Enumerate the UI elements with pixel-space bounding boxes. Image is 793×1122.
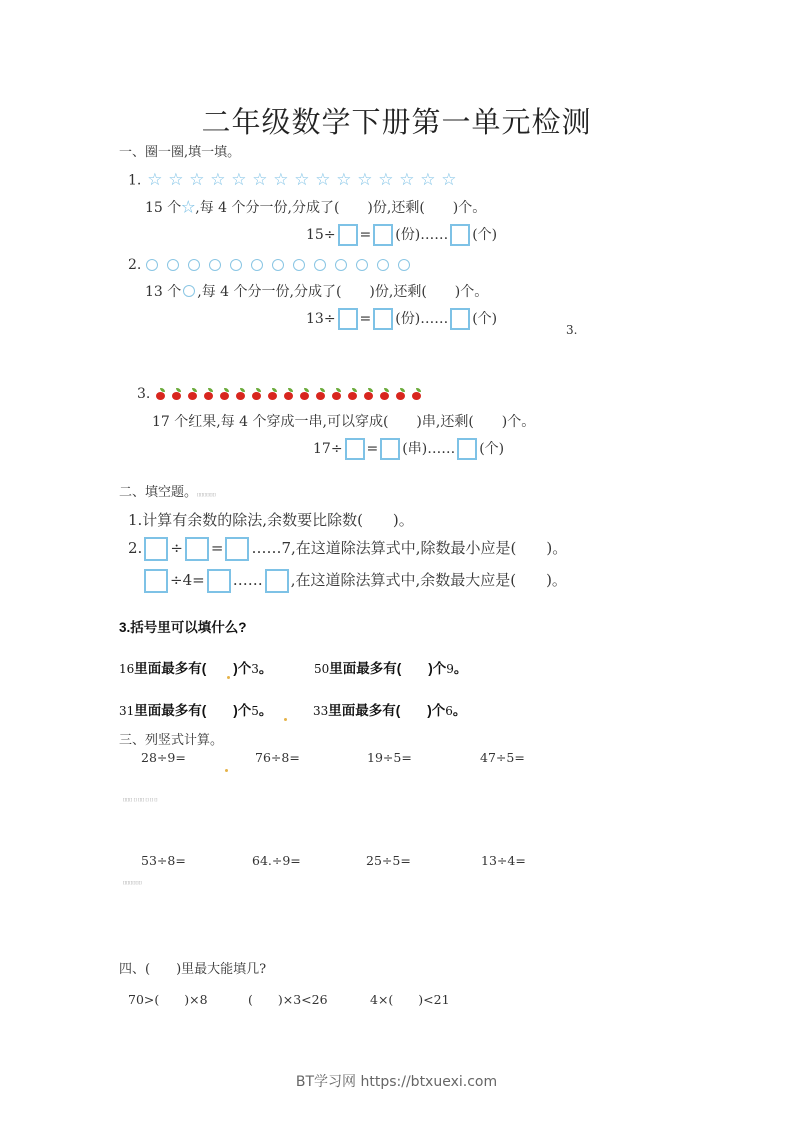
cherry-icon (411, 388, 422, 400)
star-icon: ☆ (252, 170, 268, 190)
cherry-icon (379, 388, 390, 400)
circle-icon (251, 259, 263, 271)
circle-icon (230, 259, 242, 271)
calc-item: 64.÷9= (252, 853, 301, 868)
cherry-icon (251, 388, 262, 400)
circle-icon (398, 259, 410, 271)
cherry-icon (347, 388, 358, 400)
calc-item: 76÷8= (255, 750, 300, 765)
answer-box[interactable] (207, 569, 231, 593)
star-icon: ☆ (210, 170, 226, 190)
circle-icon (167, 259, 179, 271)
answer-box[interactable] (345, 438, 365, 460)
answer-box[interactable] (450, 308, 470, 330)
answer-box[interactable] (373, 224, 393, 246)
fill-item: 33里面最多有( )个6。 (313, 703, 467, 718)
answer-box[interactable] (185, 537, 209, 561)
circle-icon (335, 259, 347, 271)
star-icon: ☆ (231, 170, 247, 190)
answer-box[interactable] (380, 438, 400, 460)
star-icon: ☆ (181, 200, 196, 216)
stray-dot (225, 760, 228, 779)
calc-item: 25÷5= (366, 853, 411, 868)
fill-blank-q2: 2. ÷ = ……7,在这道除法算式中,除数最小应是( )。 (128, 537, 567, 561)
q3-icon-row (137, 386, 424, 402)
star-icon: ☆ (273, 170, 289, 190)
answer-box[interactable] (144, 569, 168, 593)
q3-number: 3. (137, 386, 151, 402)
star-icon: ☆ (189, 170, 205, 190)
star-icon: ☆ (336, 170, 352, 190)
fill-item: 31里面最多有( )个5。 (119, 703, 273, 718)
stray-number-label: 3. (566, 323, 578, 337)
max-fill-item: ( )×3<26 (248, 992, 328, 1007)
star-icon: ☆ (420, 170, 436, 190)
star-icon: ☆ (399, 170, 415, 190)
section-1-heading: 一、圈一圈,填一填。 (119, 145, 241, 160)
cherry-icon (283, 388, 294, 400)
circle-icon (188, 259, 200, 271)
page-title: 二年级数学下册第一单元检测 (201, 105, 592, 139)
calc-item: 13÷4= (481, 853, 526, 868)
circle-icon (377, 259, 389, 271)
cherry-icon (235, 388, 246, 400)
q2-sentence: 13 个 ,每 4 个分一份,分成了( )份,还剩( )个。 (145, 284, 489, 300)
star-icon: ☆ (357, 170, 373, 190)
fill-blank-q1: 1.计算有余数的除法,余数要比除数( )。 (128, 511, 414, 529)
q1-equation: 15÷ = (份)…… (个) (306, 224, 497, 246)
max-fill-item: 4×( )<21 (370, 992, 450, 1007)
answer-box[interactable] (450, 224, 470, 246)
faint-mark: [][][] [] [][] [] [] [] (123, 797, 158, 802)
circle-icon (183, 285, 195, 297)
calc-item: 19÷5= (367, 750, 412, 765)
answer-box[interactable] (338, 308, 358, 330)
q1-sentence: 15 个☆,每 4 个分一份,分成了( )份,还剩( )个。 (145, 200, 487, 216)
max-fill-item: 70>( )×8 (128, 992, 208, 1007)
fill-blank-q2b: ÷4= …… ,在这道除法算式中,余数最大应是( )。 (142, 569, 567, 593)
circle-icon (146, 259, 158, 271)
cherry-icon (315, 388, 326, 400)
fill-blank-q3-heading: 3.括号里可以填什么? (119, 620, 247, 635)
section-4-heading: 四、( )里最大能填几? (119, 962, 267, 977)
fill-item: 50里面最多有( )个9。 (314, 661, 468, 676)
cherry-icon (331, 388, 342, 400)
star-icon: ☆ (441, 170, 457, 190)
answer-box[interactable] (225, 537, 249, 561)
cherry-icon (155, 388, 166, 400)
cherry-icon (203, 388, 214, 400)
circle-icon-group (146, 259, 416, 271)
cherry-icon (187, 388, 198, 400)
q2-icon-row (128, 257, 416, 273)
circle-icon (272, 259, 284, 271)
circle-icon (209, 259, 221, 271)
star-icon: ☆ (378, 170, 394, 190)
q2-equation: 13÷ = (份)…… (个) (306, 308, 497, 330)
answer-box[interactable] (457, 438, 477, 460)
calc-item: 47÷5= (480, 750, 525, 765)
faint-mark: [][][][][][] (123, 880, 142, 885)
star-icon-group (146, 172, 458, 189)
answer-box[interactable] (373, 308, 393, 330)
circle-icon (293, 259, 305, 271)
star-icon: ☆ (315, 170, 331, 190)
cherry-icon (395, 388, 406, 400)
answer-box[interactable] (144, 537, 168, 561)
fill-item: 16里面最多有( )个3。 (119, 661, 273, 676)
stray-dot (284, 709, 287, 728)
q3-equation: 17÷ = (串)…… (个) (313, 438, 504, 460)
footer-watermark: BT学习网 https://btxuexi.com (295, 1074, 498, 1090)
section-2-heading: 二、填空题。[][][][][][] (119, 485, 216, 500)
section-3-heading: 三、列竖式计算。 (119, 733, 224, 748)
star-icon: ☆ (147, 170, 163, 190)
star-icon: ☆ (168, 170, 184, 190)
cherry-icon (171, 388, 182, 400)
q1-number: 1. (128, 172, 142, 189)
stray-dot (227, 667, 230, 686)
circle-icon (356, 259, 368, 271)
cherry-icon (363, 388, 374, 400)
cherry-icon (299, 388, 310, 400)
cherry-icon (219, 388, 230, 400)
circle-icon (314, 259, 326, 271)
answer-box[interactable] (265, 569, 289, 593)
star-icon: ☆ (294, 170, 310, 190)
calc-item: 53÷8= (141, 853, 186, 868)
cherry-icon (267, 388, 278, 400)
answer-box[interactable] (338, 224, 358, 246)
q2-number: 2. (128, 257, 142, 273)
q3-sentence: 17 个红果,每 4 个穿成一串,可以穿成( )串,还剩( )个。 (152, 414, 536, 430)
calc-item: 28÷9= (141, 750, 186, 765)
q1-icon-row (128, 172, 458, 189)
cherry-icon-group (155, 388, 424, 400)
